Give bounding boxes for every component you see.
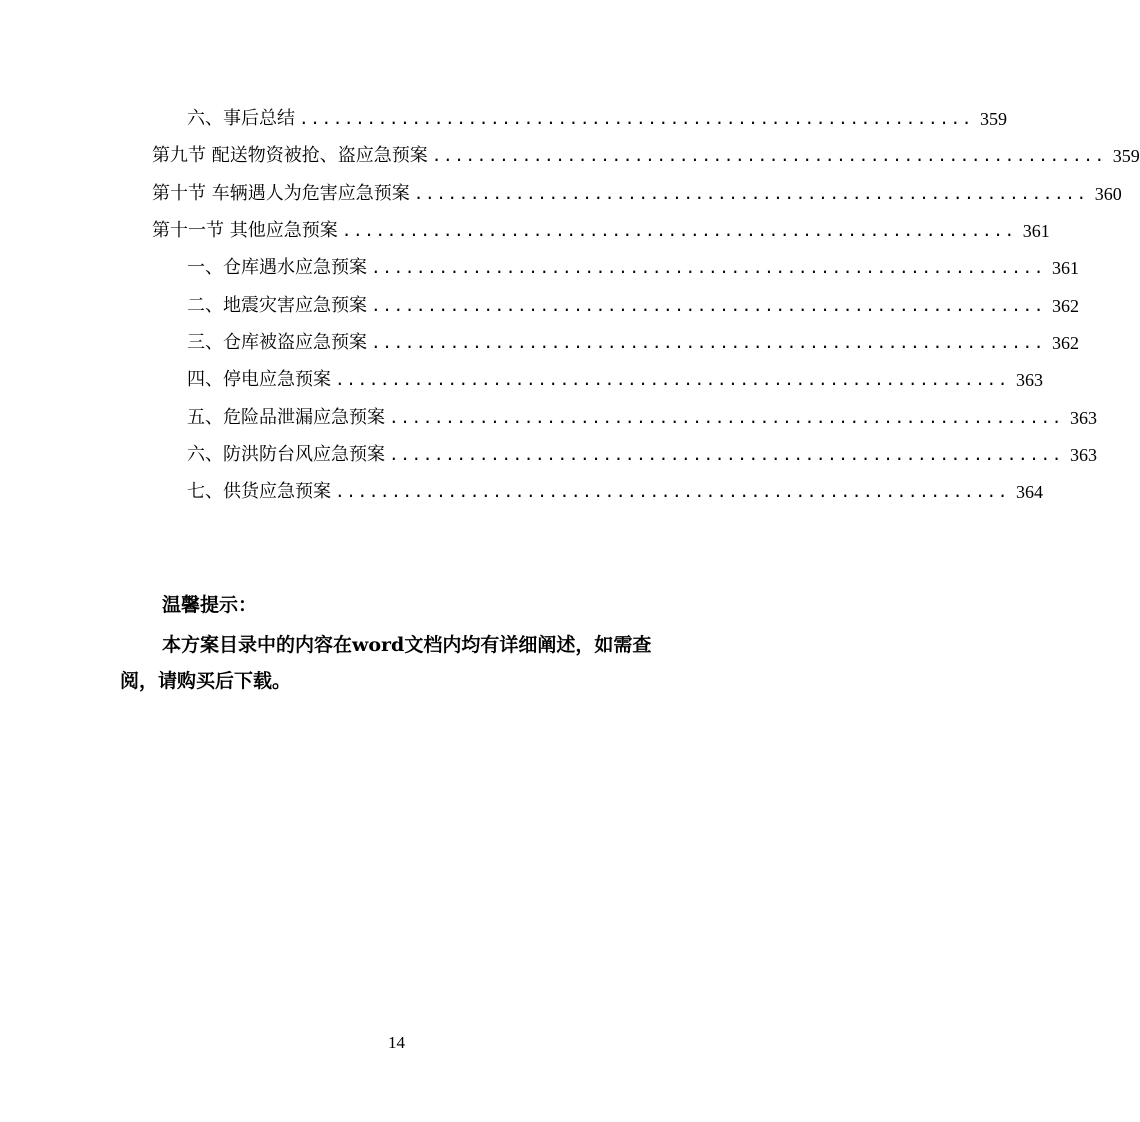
page-number: 14 [388,1033,405,1052]
toc-entry-label: 第十一节 其他应急预案 [152,220,338,241]
toc-entry-label: 第十节 车辆遇人为危害应急预案 [152,183,410,204]
toc-entry[interactable] [187,291,1079,321]
toc-entry[interactable] [152,141,1140,171]
toc-dot-leader: ............................................................ [335,370,1009,389]
toc-dot-leader: ............................................................ [371,296,1045,315]
toc-dot-leader: ............................................................ [413,184,1088,203]
toc-dot-leader: ............................................................ [389,408,1063,427]
notice-body: 本方案目录中的内容在word文档内均有详细阐述，如需查阅，请购买后下载。 [120,634,652,692]
toc-entry-label: 三、仓库被盗应急预案 [187,332,367,353]
toc-entry-label: 七、供货应急预案 [187,481,331,502]
toc-entry[interactable] [152,216,1050,246]
toc-entry[interactable] [187,477,1043,507]
toc-entry[interactable] [187,328,1079,358]
toc-entry[interactable] [187,104,1007,134]
toc-dot-leader: ............................................................ [299,109,973,128]
toc-entry-page: 361 [1022,221,1050,241]
toc-dot-leader: ............................................................ [341,221,1016,240]
toc-entry-label: 一、仓库遇水应急预案 [187,257,367,278]
notice-title: 温馨提示： [162,594,258,616]
toc-entry[interactable] [187,365,1043,395]
toc-entry[interactable] [187,440,1097,470]
toc-entry-page: 359 [979,109,1007,129]
toc-dot-leader: ............................................................ [371,258,1045,277]
toc-entry-label: 六、事后总结 [187,108,295,129]
toc-entry[interactable] [152,179,1122,209]
toc-entry-page: 361 [1051,258,1079,278]
toc-dot-leader: ............................................................ [371,333,1045,352]
toc-entry-label: 五、危险品泄漏应急预案 [187,407,385,428]
toc-dot-leader: ............................................................ [389,445,1063,464]
toc-entry-page: 360 [1094,184,1122,204]
toc-entry-page: 364 [1015,482,1043,502]
toc-entry-page: 359 [1112,146,1140,166]
toc-entry-page: 362 [1051,333,1079,353]
toc-entry-label: 四、停电应急预案 [187,369,331,390]
toc-entry-label: 第九节 配送物资被抢、盗应急预案 [152,145,428,166]
toc-dot-leader: ............................................................ [335,482,1009,501]
toc-entry-label: 二、地震灾害应急预案 [187,295,367,316]
toc-entry-page: 363 [1069,445,1097,465]
toc-entry-page: 363 [1069,408,1097,428]
toc-entry[interactable] [187,253,1079,283]
toc-entry[interactable] [187,403,1097,433]
toc-dot-leader: ............................................................ [431,146,1106,165]
toc-entry-page: 363 [1015,370,1043,390]
toc-entry-label: 六、防洪防台风应急预案 [187,444,385,465]
toc-entry-page: 362 [1051,296,1079,316]
